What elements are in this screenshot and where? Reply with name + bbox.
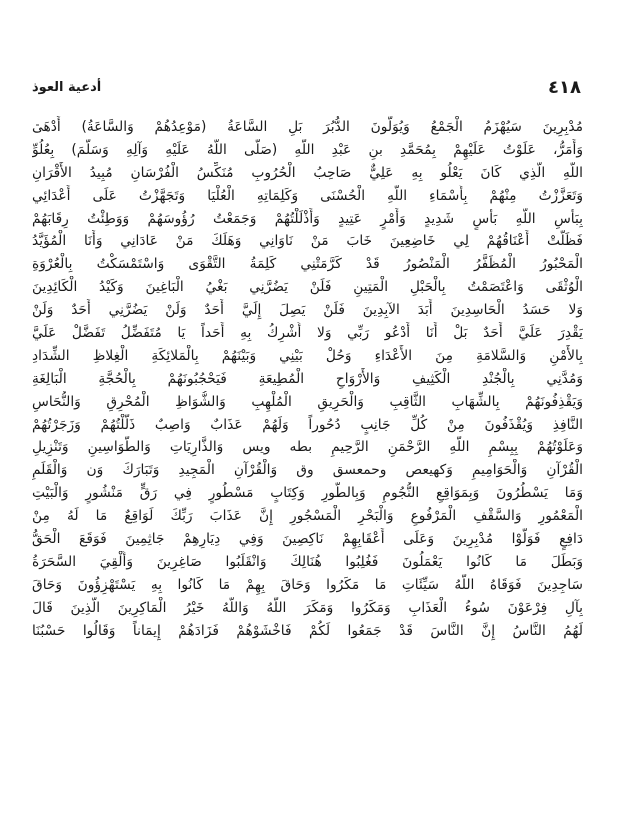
- text-line: النَّافِذِ وَيُقْذَفُونَ مِنْ كُلِّ جَانِبٍ دُحُوراً وَلَهُمْ عَذَابٌ وَاصِبٌ ذَلَّلْتُهُمْ وَزَجَرْتُهُمْ: [32, 416, 583, 433]
- text-line: وَأَمَرُّ، عَلَوْتُ عَلَيْهِمْ بِمُحَمَّدِ بنِ عَبْدِ اللَّهِ (صَلَّى اللَّهُ عَلَيْهِ وَآلِهِ وَسَلَّمَ) بِعُلُوِّ: [32, 141, 583, 158]
- text-line: مُدْبِرِينَ سَيُهْزَمُ الْجَمْعُ وَيُوَلُّونَ الدُّبُرَ بَلِ السَّاعَةُ (مَوْعِدُهُمْ وَالسَّاعَةُ) أَدْهَى: [32, 119, 583, 135]
- text-line: وَيَقْذِفُونَهُمْ بِالشِّهَابِ الثَّاقِبِ وَالْحَرِيقِ الْمُلْهِبِ وَالشُّوَاظِ الْمُحْرِقِ وَالنُّحَاسِ: [32, 393, 583, 410]
- text-line: وَلا حَسَدُ الْحَاسِدِينَ أَبَدَ الآبِدِينَ فَلَنْ يَصِلَ إِلَيَّ أَحَدٌ وَلَنْ يَضُرَّنِي أَحَدٌ وَلَنْ: [32, 302, 583, 319]
- text-line: لَهُمُ النَّاسُ إِنَّ النَّاسَ قَدْ جَمَعُوا لَكُمْ فَاخْشَوْهُمْ فَزَادَهُمْ إِيمَاناً وَقَالُوا حَسْبُنَا: [32, 622, 583, 639]
- text-line: وَعَلَوْتُهُمْ بِبِسْمِ اللَّهِ الرَّحْمَنِ الرَّحِيمِ بطه ويس وَالذَّارِيَاتِ وَالطَّوَاسِينِ وَتَنْزِيلِ: [32, 439, 583, 456]
- text-line: اللَّهِ الَّذِي كَانَ يَعْلُو بِهِ عَلِيٌّ صَاحِبُ الْحُرُوبِ مُنَكِّسُ الْفُرْسَانِ مُبِيدُ الأَقْرَانِ: [32, 164, 583, 181]
- page-header: [32, 74, 581, 100]
- text-line: بِالأَمْنِ وَالسَّلامَةِ مِنَ الأَعْدَاءِ وَحُلْ بَيْنِي وَبَيْنَهُمْ بِالْمَلائِكَةِ الْغِلاظِ الشِّدَادِ: [32, 347, 583, 364]
- text-line: الْقُرْآنِ وَالْحَوَامِيمِ وَكهيعص وحمعسق وق وَالْقُرْآنِ الْمَجِيدِ وَتَبَارَكَ وَن وَالْقَلَمِ: [32, 462, 583, 479]
- text-line: وَمُدَّنِي بِالْجُنْدِ الْكَثِيفِ وَالأَرْوَاحِ الْمُطِيعَةِ فَيَحْجُبُونَهُمْ بِالْحُجَّةِ الْبَالِغَةِ: [32, 370, 583, 387]
- text-line: وَمَا يَسْطُرُونَ وَبِمَوَاقِعِ النُّجُومِ وَبِالطُّورِ وَكِتَابٍ مَسْطُورٍ فِي رَقٍّ مَنْشُورٍ وَالْبَيْتِ: [32, 485, 583, 502]
- text-line: بِبَأْسِ اللَّهِ بَأْسٍ شَدِيدٍ وَأَمْرٍ عَتِيدٍ وَأَذْلَلْتُهُمْ وَجَمَعْتُ رُؤُوسَهُمْ وَوَطِئْتُ رِقَابَهُمْ: [32, 210, 583, 227]
- text-line: فَظَلَّتْ أَعْنَاقُهُمْ لِي خَاضِعِينَ خَابَ مَنْ نَاوَانِي وَهَلَكَ مَنْ عَادَانِي وَأَنَا الْمُؤَيَّدُ: [32, 233, 583, 250]
- text-line: يَقْدِرَ عَلَيَّ أَحَدٌ بَلْ أَنَا أَدْعُو رَبِّي وَلا أُشْرِكُ بِهِ أَحَداً يَا مُتَفَضِّلُ تَفَضَّلْ عَلَيَّ: [32, 325, 583, 342]
- text-line: وَتَعَزَّزْتُ مِنْهُمْ بِأَسْمَاءِ اللَّهِ الْحُسْنَى وَكَلِمَاتِهِ الْعُلْيَا وَتَجَهَّزْتُ عَلَى أَعْدَائِي: [32, 187, 583, 204]
- text-line: بِآلِ فِرْعَوْنَ سُوءُ الْعَذَابِ وَمَكَرُوا وَمَكَرَ اللَّهُ وَاللَّهُ خَيْرُ الْمَاكِرِينَ الَّذِينَ قَالَ: [32, 599, 583, 616]
- text-line: وَبَطَلَ مَا كَانُوا يَعْمَلُونَ فَغُلِبُوا هُنَالِكَ وَانْقَلَبُوا صَاغِرِينَ وَأُلْقِيَ السَّحَرَةُ: [32, 553, 583, 570]
- body-text: [32, 116, 583, 642]
- running-title: أدعية العوذ: [32, 79, 102, 95]
- text-line: سَاجِدِينَ فَوَقَاهُ اللَّهُ سَيِّئَاتِ مَا مَكَرُوا وَحَاقَ بِهِمْ مَا كَانُوا بِهِ يَسْتَهْزِؤُونَ وَحَاقَ: [32, 576, 583, 593]
- text-line: الْوُثْقَى وَاعْتَصَمْتُ بِالْحَبْلِ الْمَتِينِ فَلَنْ يَضُرَّنِي بَغْيُ الْبَاغِينَ وَكَيْدُ الْكَائِدِينَ: [32, 279, 583, 296]
- text-line: الْمَحْبُورُ الْمُظَفَّرُ الْمَنْصُورُ قَدْ كَرَّمَتْنِي كَلِمَةُ التَّقْوَى وَاسْتَمْسَكْتُ بِالْعُرْوَةِ: [32, 256, 583, 273]
- text-line: الْمَعْمُورِ وَالسَّقْفِ الْمَرْفُوعِ وَالْبَحْرِ الْمَسْجُورِ إِنَّ عَذَابَ رَبِّكَ لَوَاقِعٌ مَا لَهُ مِنْ: [32, 508, 583, 525]
- page-number: ٤١٨: [548, 76, 581, 98]
- text-line: دَافِعٍ فَوَلَّوْا مُدْبِرِينَ وَعَلَى أَعْقَابِهِمْ نَاكِصِينَ وَفِي دِيَارِهِمْ جَاثِمِينَ فَوَقَعَ الْحَقُّ: [32, 531, 583, 548]
